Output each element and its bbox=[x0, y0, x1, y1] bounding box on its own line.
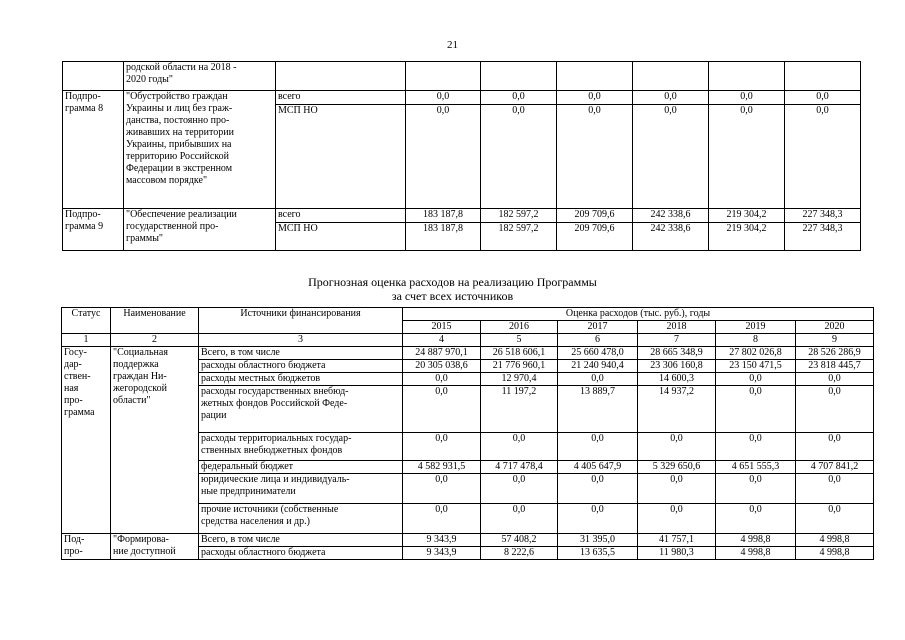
name-line: ние доступной bbox=[113, 546, 176, 557]
value-cell: 5 329 650,6 bbox=[638, 461, 716, 474]
table-row bbox=[63, 91, 861, 105]
value-cell: 209 709,6 bbox=[557, 223, 633, 251]
source-label bbox=[199, 504, 403, 534]
value-cell: 0,0 bbox=[403, 474, 481, 504]
expense-forecast-table bbox=[61, 307, 874, 560]
name-line: живавших на территории bbox=[126, 127, 234, 138]
value-cell: 25 660 478,0 bbox=[558, 347, 638, 360]
label-line: Всего, в том числе bbox=[201, 347, 280, 358]
page-number: 21 bbox=[447, 39, 458, 51]
value-cell: 0,0 bbox=[481, 504, 558, 534]
name-line: "Формирова- bbox=[113, 534, 169, 545]
header-year: 2020 bbox=[796, 321, 874, 334]
value-cell: 0,0 bbox=[403, 386, 481, 433]
value-cell: 21 240 940,4 bbox=[558, 360, 638, 373]
value-cell: 0,0 bbox=[481, 91, 557, 105]
value-cell: 0,0 bbox=[709, 91, 785, 105]
label-line: федеральный бюджет bbox=[201, 461, 294, 472]
value-cell: 23 818 445,7 bbox=[796, 360, 874, 373]
value-cell: 0,0 bbox=[716, 373, 796, 386]
header-estimate: Оценка расходов (тыс. руб.), годы bbox=[403, 308, 874, 321]
value-cell: 219 304,2 bbox=[709, 209, 785, 223]
value-cell: 209 709,6 bbox=[557, 209, 633, 223]
label-line: средства населения и др.) bbox=[201, 516, 310, 527]
header-year: 2017 bbox=[558, 321, 638, 334]
value-cell: 0,0 bbox=[796, 474, 874, 504]
column-number: 2 bbox=[111, 334, 199, 347]
value-cell: 23 306 160,8 bbox=[638, 360, 716, 373]
status-line: про- bbox=[64, 395, 83, 406]
value-cell: 11 197,2 bbox=[481, 386, 558, 433]
value-cell: 26 518 606,1 bbox=[481, 347, 558, 360]
value-cell: 21 776 960,1 bbox=[481, 360, 558, 373]
source-label bbox=[199, 534, 403, 547]
source-label: МСП НО bbox=[276, 223, 406, 251]
value-cell: 182 597,2 bbox=[481, 209, 557, 223]
value-cell: 0,0 bbox=[785, 91, 861, 105]
value-cell: 182 597,2 bbox=[481, 223, 557, 251]
value-cell: 0,0 bbox=[638, 504, 716, 534]
value-cell: 57 408,2 bbox=[481, 534, 558, 547]
value-cell: 41 757,1 bbox=[638, 534, 716, 547]
header-name: Наименование bbox=[111, 308, 199, 334]
value-cell: 4 998,8 bbox=[796, 534, 874, 547]
table-row bbox=[62, 347, 874, 360]
value-cell: 20 305 038,6 bbox=[403, 360, 481, 373]
name-line: "Обеспечение реализации bbox=[126, 209, 237, 220]
value-cell: 0,0 bbox=[716, 386, 796, 433]
name-line: поддержка bbox=[113, 359, 159, 370]
name-line: Украины и лиц без граж- bbox=[126, 103, 233, 114]
status-cell bbox=[62, 347, 111, 534]
status-line: грамма bbox=[64, 407, 95, 418]
value-cell: 0,0 bbox=[558, 474, 638, 504]
name-line: граждан Ни- bbox=[113, 371, 167, 382]
name-line: данства, постоянно про- bbox=[126, 115, 230, 126]
value-cell: 0,0 bbox=[481, 433, 558, 461]
name-line: "Социальная bbox=[113, 347, 168, 358]
name-line: "Обустройство граждан bbox=[126, 91, 228, 102]
value-cell: 4 405 647,9 bbox=[558, 461, 638, 474]
value-cell: 4 998,8 bbox=[796, 547, 874, 560]
section-title-line: за счет всех источников bbox=[391, 289, 514, 303]
name-line: жегородской bbox=[113, 383, 168, 394]
value-cell: 227 348,3 bbox=[785, 223, 861, 251]
status-line: Подпро- bbox=[65, 91, 101, 102]
value-cell: 13 889,7 bbox=[558, 386, 638, 433]
table-row bbox=[62, 534, 874, 547]
column-number: 3 bbox=[199, 334, 403, 347]
value-cell: 183 187,8 bbox=[406, 223, 481, 251]
label-line: расходы государственных внебюд- bbox=[201, 386, 349, 397]
source-label bbox=[199, 386, 403, 433]
value-cell: 0,0 bbox=[796, 373, 874, 386]
label-line: прочие источники (собственные bbox=[201, 504, 339, 515]
status-line: ствен- bbox=[64, 371, 91, 382]
label-line: юридические лица и индивидуаль- bbox=[201, 474, 350, 485]
label-line: расходы областного бюджета bbox=[201, 360, 326, 371]
source-label bbox=[199, 461, 403, 474]
value-cell: 14 600,3 bbox=[638, 373, 716, 386]
column-number: 4 bbox=[403, 334, 481, 347]
section-title bbox=[0, 275, 905, 303]
source-label bbox=[199, 433, 403, 461]
name-line: Федерации в экстренном bbox=[126, 163, 233, 174]
value-cell: 0,0 bbox=[481, 105, 557, 209]
source-label: всего bbox=[276, 209, 406, 223]
label-line: расходы территориальных государ- bbox=[201, 433, 352, 444]
subprogram-table-continued bbox=[62, 61, 861, 251]
source-label bbox=[199, 474, 403, 504]
source-label bbox=[199, 373, 403, 386]
value-cell: 12 970,4 bbox=[481, 373, 558, 386]
value-cell: 11 980,3 bbox=[638, 547, 716, 560]
header-year: 2018 bbox=[638, 321, 716, 334]
value-cell: 0,0 bbox=[638, 474, 716, 504]
value-cell: 0,0 bbox=[785, 105, 861, 209]
source-label bbox=[199, 360, 403, 373]
value-cell: 24 887 970,1 bbox=[403, 347, 481, 360]
header-year: 2019 bbox=[716, 321, 796, 334]
name-line: 2020 годы" bbox=[126, 74, 173, 85]
value-cell: 0,0 bbox=[638, 433, 716, 461]
value-cell: 0,0 bbox=[403, 504, 481, 534]
status-line: про- bbox=[64, 546, 83, 557]
value-cell: 0,0 bbox=[796, 433, 874, 461]
value-cell: 4 717 478,4 bbox=[481, 461, 558, 474]
value-cell: 0,0 bbox=[406, 105, 481, 209]
column-number: 7 bbox=[638, 334, 716, 347]
column-number: 5 bbox=[481, 334, 558, 347]
status-cell bbox=[62, 534, 111, 560]
name-line: области" bbox=[113, 395, 151, 406]
column-number: 8 bbox=[716, 334, 796, 347]
column-number: 1 bbox=[62, 334, 111, 347]
value-cell: 0,0 bbox=[403, 433, 481, 461]
header-sources: Источники финансирования bbox=[199, 308, 403, 334]
value-cell: 28 665 348,9 bbox=[638, 347, 716, 360]
value-cell: 0,0 bbox=[716, 504, 796, 534]
name-line: массовом порядке" bbox=[126, 175, 208, 186]
value-cell: 0,0 bbox=[558, 373, 638, 386]
status-line: Под- bbox=[64, 534, 85, 545]
name-line: Украины, прибывших на bbox=[126, 139, 232, 150]
section-title-line: Прогнозная оценка расходов на реализацию Программы bbox=[308, 275, 597, 289]
status-line: Подпро- bbox=[65, 209, 101, 220]
value-cell: 0,0 bbox=[796, 504, 874, 534]
value-cell: 31 395,0 bbox=[558, 534, 638, 547]
column-number-row bbox=[62, 334, 874, 347]
value-cell: 4 651 555,3 bbox=[716, 461, 796, 474]
label-line: расходы областного бюджета bbox=[201, 547, 326, 558]
value-cell: 242 338,6 bbox=[633, 209, 709, 223]
value-cell: 0,0 bbox=[557, 91, 633, 105]
table-header-row bbox=[62, 308, 874, 321]
value-cell: 28 526 286,9 bbox=[796, 347, 874, 360]
value-cell: 27 802 026,8 bbox=[716, 347, 796, 360]
label-line: ственных внебюджетных фондов bbox=[201, 445, 343, 456]
name-cell bbox=[111, 347, 199, 534]
value-cell: 219 304,2 bbox=[709, 223, 785, 251]
value-cell: 14 937,2 bbox=[638, 386, 716, 433]
value-cell: 8 222,6 bbox=[481, 547, 558, 560]
status-line: ная bbox=[64, 383, 79, 394]
header-status: Статус bbox=[62, 308, 111, 334]
status-line: дар- bbox=[64, 359, 82, 370]
source-label bbox=[199, 547, 403, 560]
status-line: Госу- bbox=[64, 347, 87, 358]
value-cell: 0,0 bbox=[633, 105, 709, 209]
value-cell: 9 343,9 bbox=[403, 547, 481, 560]
label-line: жетных фондов Российской Феде- bbox=[201, 398, 348, 409]
value-cell: 0,0 bbox=[716, 433, 796, 461]
value-cell: 0,0 bbox=[406, 91, 481, 105]
column-number: 9 bbox=[796, 334, 874, 347]
source-label bbox=[199, 347, 403, 360]
value-cell: 0,0 bbox=[716, 474, 796, 504]
continued-name-cell bbox=[124, 62, 276, 91]
label-line: расходы местных бюджетов bbox=[201, 373, 321, 384]
label-line: ные предприниматели bbox=[201, 486, 296, 497]
name-cell bbox=[124, 91, 276, 209]
status-cell bbox=[63, 209, 124, 251]
value-cell: 0,0 bbox=[558, 504, 638, 534]
value-cell: 0,0 bbox=[557, 105, 633, 209]
value-cell: 183 187,8 bbox=[406, 209, 481, 223]
name-line: государственной про- bbox=[126, 221, 219, 232]
value-cell: 0,0 bbox=[709, 105, 785, 209]
header-year: 2016 bbox=[481, 321, 558, 334]
source-label: всего bbox=[276, 91, 406, 105]
source-label: МСП НО bbox=[276, 105, 406, 209]
name-line: граммы" bbox=[126, 233, 163, 244]
value-cell: 0,0 bbox=[403, 373, 481, 386]
status-line: грамма 9 bbox=[65, 221, 104, 232]
label-line: рации bbox=[201, 410, 227, 421]
name-line: территорию Российской bbox=[126, 151, 230, 162]
name-cell bbox=[124, 209, 276, 251]
header-year: 2015 bbox=[403, 321, 481, 334]
value-cell: 0,0 bbox=[481, 474, 558, 504]
value-cell: 0,0 bbox=[558, 433, 638, 461]
status-line: грамма 8 bbox=[65, 103, 104, 114]
name-cell bbox=[111, 534, 199, 560]
table-row bbox=[63, 62, 861, 91]
status-cell bbox=[63, 91, 124, 209]
value-cell: 0,0 bbox=[796, 386, 874, 433]
value-cell: 23 150 471,5 bbox=[716, 360, 796, 373]
value-cell: 13 635,5 bbox=[558, 547, 638, 560]
value-cell: 4 998,8 bbox=[716, 534, 796, 547]
value-cell: 4 582 931,5 bbox=[403, 461, 481, 474]
value-cell: 9 343,9 bbox=[403, 534, 481, 547]
value-cell: 4 707 841,2 bbox=[796, 461, 874, 474]
column-number: 6 bbox=[558, 334, 638, 347]
value-cell: 242 338,6 bbox=[633, 223, 709, 251]
name-line: родской области на 2018 - bbox=[126, 62, 237, 73]
label-line: Всего, в том числе bbox=[201, 534, 280, 545]
value-cell: 227 348,3 bbox=[785, 209, 861, 223]
value-cell: 4 998,8 bbox=[716, 547, 796, 560]
value-cell: 0,0 bbox=[633, 91, 709, 105]
table-row bbox=[63, 209, 861, 223]
